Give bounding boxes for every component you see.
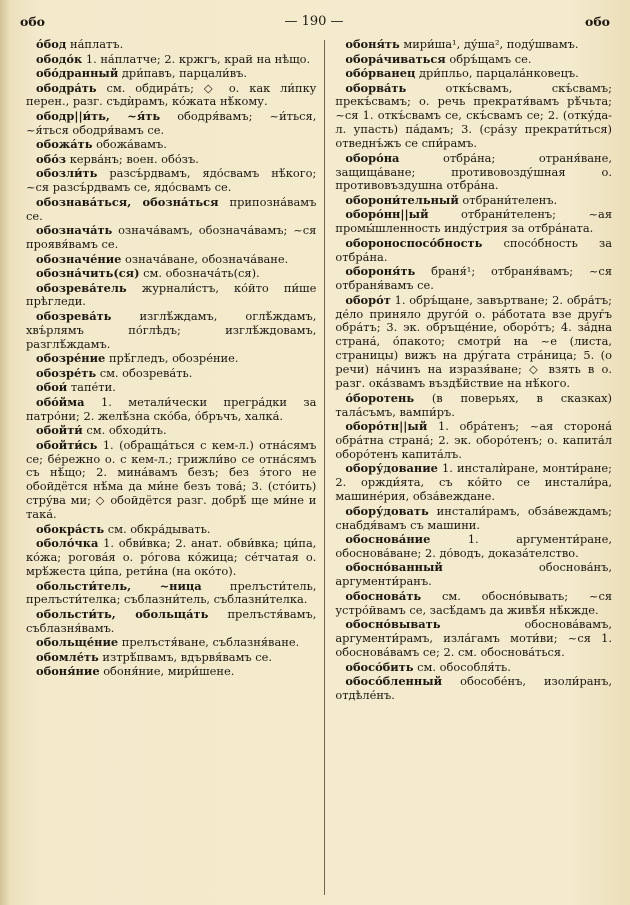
- entry-translation: (в поверьях, в сказках) тала́съмъ, вампи́ръ.: [335, 390, 612, 419]
- entry-translation: см. обособля́ть.: [417, 659, 511, 674]
- entry-headword: обозре́ние: [36, 351, 106, 366]
- dictionary-entry: [26, 282, 316, 310]
- dictionary-entry: [26, 310, 316, 352]
- entry-translation: прѣ́гледъ, обозре́ние.: [108, 351, 239, 366]
- dictionary-entry: [335, 294, 612, 391]
- entry-headword: обои́: [36, 380, 68, 395]
- entry-headword: обору́довать: [345, 503, 429, 518]
- entry-translation: 1. аргументи́ране, обоснова́ване; 2. до́водъ, доказа́телство.: [335, 532, 612, 560]
- entry-headword: обо́йма: [36, 394, 85, 409]
- entry-translation: 1. обра́тенъ; ~ая сторона́ обра́тна страна́; 2. эк. оборо́тенъ; о. капита́л оборо́тенъ капита́лъ.: [335, 419, 612, 461]
- entry-translation: разсъ́рдвамъ, ядо́свамъ нѣ́кого; ~ся разсъ́рдвамъ се, ядо́свамъ се.: [26, 166, 317, 195]
- dictionary-entry: [26, 523, 316, 537]
- entry-translation: 1. обви́вка; 2. анат. обви́вка; ци́па, ко́жа; рогова́я о. ро́гова ко́жица; се́тчатая о. мрѣ́жеста ци́па, рети́на (на око́то).: [26, 536, 317, 578]
- entry-headword: обороня́ть: [345, 264, 416, 279]
- columns: [26, 38, 612, 895]
- dictionary-entry: [26, 267, 316, 281]
- entry-headword: обожа́ть: [36, 137, 93, 152]
- dictionary-entry: [26, 38, 316, 52]
- entry-headword: оболо́чка: [36, 536, 99, 551]
- entry-translation: на́платъ.: [70, 38, 124, 51]
- entry-headword: оборони́тельный: [345, 192, 459, 207]
- entry-translation: керва́нъ; воен. обо́зъ.: [69, 151, 199, 166]
- entry-translation: см. обдира́ть; ◇ о. как ли́пку перен., разг. съдѝрамъ, ко́жата нѣ́кому.: [26, 80, 317, 109]
- dictionary-entry: [26, 82, 316, 110]
- entry-translation: 1. инсталѝране, монти́ране; 2. оржди́ята, съ ко́йто се инстали́ра, машине́рия, обза́веждане.: [335, 461, 612, 504]
- dictionary-entry: [335, 533, 612, 561]
- dictionary-entry: [335, 392, 612, 420]
- dictionary-entry: [26, 352, 316, 366]
- entry-headword: обосно́ванный: [345, 560, 443, 575]
- entry-headword: обозли́ть: [36, 166, 98, 181]
- dictionary-entry: [335, 53, 612, 67]
- entry-translation: инстали́рамъ, обза́веждамъ; снабдя́вамъ съ машини.: [335, 503, 612, 532]
- entry-translation: спосо́бность за отбра́на.: [335, 235, 612, 264]
- page-spine-shadow: [0, 0, 10, 905]
- dictionary-entry: [335, 675, 612, 703]
- entry-translation: означа́ване, обознача́ване.: [125, 251, 289, 266]
- entry-translation: 1. метали́чески прегра́дки за патро́ни; 2. желѣ́зна ско́ба, о́бръчъ, халка́.: [26, 394, 317, 423]
- entry-headword: обо́з: [36, 151, 67, 166]
- entry-translation: отбрани́теленъ; ~ая промы́шленность инду́стрия за отбра́ната.: [335, 207, 612, 236]
- entry-translation: см. обосно́вывать; ~ся устро́йвамъ се, засѣ́дамъ да живѣ́я нѣ́кжде.: [335, 588, 612, 617]
- dictionary-entry: [335, 208, 612, 236]
- entry-headword: обо́дранный: [36, 66, 119, 80]
- entry-headword: оборо́тн||ый: [345, 419, 428, 433]
- entry-translation: изтрѣ́пвамъ, вдървя́вамъ се.: [102, 649, 273, 664]
- entry-headword: обойти́сь: [36, 437, 98, 452]
- entry-translation: мири́ша¹, ду́ша², поду́швамъ.: [403, 38, 579, 51]
- entry-translation: ободря́вамъ; ~и́ться, ~я́ться ободря́вамъ се.: [26, 108, 317, 137]
- entry-translation: 1. (обраща́ться с кем-л.) отна́сямъ се; бе́режно о. с кем-л.; грижли́во се отна́сямъ съ нѣ́що; 2. мина́вамъ безъ; без э́того не обойдётся нѣ́ма да ми́не безъ това́; 3. (сто́ить) стру́ва ми; ◇ обойдётся разг. добрѣ́ ще ми́не и така́.: [26, 437, 317, 522]
- entry-headword: ободра́ть: [36, 80, 97, 95]
- dictionary-entry: [335, 82, 612, 152]
- entry-headword: обосо́бленный: [345, 674, 443, 689]
- entry-translation: см. обозрева́ть.: [99, 365, 193, 380]
- dictionary-entry: [335, 194, 612, 208]
- entry-headword: обору́дование: [345, 461, 438, 476]
- entry-headword: обосно́вывать: [345, 617, 441, 632]
- dictionary-entry: [26, 167, 316, 195]
- dictionary-entry: [335, 618, 612, 660]
- entry-headword: обойти́: [36, 423, 83, 438]
- entry-headword: обозна́чить(ся): [36, 266, 140, 281]
- entry-translation: дри́пльо, парцала́нковецъ.: [419, 66, 579, 80]
- entry-headword: обоснова́ть: [345, 588, 422, 603]
- dictionary-entry: [335, 561, 612, 589]
- page-header: [14, 12, 614, 34]
- entry-headword: оборо́нн||ый: [345, 207, 429, 222]
- dictionary-entry: [335, 265, 612, 293]
- dictionary-entry: [26, 367, 316, 381]
- entry-headword: обосо́бить: [345, 659, 414, 674]
- entry-headword: обомле́ть: [36, 649, 99, 664]
- entry-headword: обознача́ть: [36, 223, 113, 238]
- entry-headword: обоснова́ние: [345, 532, 431, 547]
- entry-headword: оборо́т: [345, 292, 391, 307]
- entry-translation: см. обознача́ть(ся).: [143, 266, 260, 281]
- entry-translation: обожа́вамъ.: [96, 137, 167, 152]
- entry-headword: обозрева́ть: [36, 308, 112, 323]
- entry-headword: обознава́ться, обозна́ться: [36, 194, 219, 209]
- dictionary-entry: [26, 665, 316, 679]
- entry-headword: ободо́к: [36, 51, 83, 66]
- header-right-guideword: обо: [584, 14, 610, 29]
- entry-headword: обозначе́ние: [36, 251, 122, 266]
- entry-translation: прелъстя́вамъ, съблазня́вамъ.: [26, 606, 317, 635]
- dictionary-entry: [335, 38, 612, 52]
- dictionary-entry: [26, 608, 316, 636]
- dictionary-entry: [335, 462, 612, 504]
- dictionary-entry: [335, 237, 612, 265]
- entry-headword: обозре́ть: [36, 365, 97, 380]
- dictionary-entry: [335, 661, 612, 675]
- entry-headword: обо́рванец: [345, 66, 416, 80]
- entry-translation: откъ́свамъ, скъ́свамъ; прекъ́свамъ; о. речь прекратя́вамъ рѣ́чьта; ~ся 1. откъ́свамъ се, скъ́свамъ се; 2. (отку́да-л. упасть) па́дамъ; 3. (сра́зу прекрати́ться) отведнъ́жъ се спи́рамъ.: [335, 80, 612, 151]
- entry-translation: дри́павъ, парцали́въ.: [121, 66, 247, 80]
- dictionary-entry: [26, 196, 316, 224]
- entry-headword: о́бод: [36, 38, 67, 51]
- header-left-guideword: обо: [20, 14, 46, 29]
- entry-translation: припозна́вамъ се.: [26, 194, 317, 223]
- dictionary-entry: [26, 138, 316, 152]
- entry-headword: обокра́сть: [36, 521, 105, 536]
- entry-headword: оборва́ть: [345, 80, 407, 95]
- entry-translation: означа́вамъ, обознача́вамъ; ~ся проявя́вамъ се.: [26, 223, 317, 252]
- page-number: — 190 —: [284, 14, 344, 29]
- entry-headword: оборо́на: [345, 150, 400, 165]
- entry-headword: обольсти́ть, обольща́ть: [36, 606, 209, 621]
- dictionary-entry: [26, 381, 316, 395]
- dictionary-entry: [335, 152, 612, 194]
- entry-headword: о́боротень: [345, 390, 415, 405]
- entry-translation: отбрани́теленъ.: [462, 192, 558, 207]
- dictionary-entry: [26, 110, 316, 138]
- dictionary-entry: [26, 651, 316, 665]
- entry-translation: прелъсти́тель, прелъсти́телка; съблазни́тель, съблазни́телка.: [26, 578, 317, 607]
- dictionary-entry: [335, 505, 612, 533]
- entry-translation: обръ́щамъ се.: [449, 51, 532, 66]
- entry-translation: браня́¹; отбраня́вамъ; ~ся отбраня́вамъ се.: [335, 264, 612, 293]
- dictionary-entry: [26, 53, 316, 67]
- dictionary-entry: [26, 537, 316, 579]
- entry-translation: прелъстя́ване, съблазня́ване.: [121, 635, 300, 650]
- entry-headword: обоня́ть: [345, 38, 400, 51]
- entry-headword: ободр||и́ть, ~я́ть: [36, 108, 161, 123]
- dictionary-entry: [26, 253, 316, 267]
- dictionary-entry: [26, 224, 316, 252]
- entry-headword: обоня́ние: [36, 664, 100, 679]
- dictionary-entry: [26, 636, 316, 650]
- entry-headword: обольще́ние: [36, 635, 119, 650]
- entry-translation: обоня́ние, мири́шене.: [103, 664, 235, 679]
- entry-translation: 1. на́платче; 2. кржгъ, край на нѣщо.: [85, 51, 311, 66]
- entry-translation: обоснова́вамъ, аргументи́рамъ, изла́гамъ моти́ви; ~ся 1. обоснова́вамъ се; 2. см. обоснова́ться.: [335, 617, 612, 660]
- entry-translation: см. обкра́дывать.: [107, 521, 211, 536]
- dictionary-entry: [26, 424, 316, 438]
- entry-translation: изглѣ́ждамъ, оглѣ́ждамъ, хвъ́рлямъ по́глѣдъ; изглѣ́ждовамъ, разглѣ́ждамъ.: [26, 308, 317, 351]
- right-column: [325, 38, 612, 895]
- entry-translation: обоснова́нъ, аргументи́ранъ.: [335, 560, 612, 589]
- entry-translation: см. обходи́ть.: [86, 423, 167, 438]
- entry-translation: 1. обръ́щане, завъртване; 2. обра́тъ; де́ло приняло друго́й о. ра́ботата взе друѓъ обра́тъ; 3. эк. обръще́ние, оборо́тъ; 4. за́дна страна́, о́пакото; смотри́ на ~е (листа, страницы) вижъ на дру́гата стра́ница; 5. (о речи) на́чинъ на изразя́ване; ◇ взять в о. разг. ока́звамъ въздѣ́йствие на нѣ́кого.: [335, 292, 612, 391]
- entry-headword: обольсти́тель, ~ница: [36, 578, 202, 593]
- entry-headword: обороноспосо́бность: [345, 235, 483, 250]
- dictionary-entry: [26, 439, 316, 522]
- entry-headword: обозрева́тель: [36, 280, 127, 295]
- entry-headword: обора́чиваться: [345, 51, 446, 66]
- entry-translation: журнали́стъ, ко́йто пи́ше прѣгледи.: [26, 280, 317, 309]
- dictionary-entry: [335, 590, 612, 618]
- dictionary-entry: [26, 67, 316, 81]
- entry-translation: отбра́на; отраня́ване, защища́ване; противовозду́шная о. противовъздушна отбра́на.: [335, 150, 612, 193]
- entry-translation: обособе́нъ, изоли́ранъ, отдѣле́нъ.: [335, 674, 612, 702]
- entry-translation: тапе́ти.: [70, 380, 116, 395]
- dictionary-entry: [26, 580, 316, 608]
- dictionary-entry: [335, 67, 612, 81]
- dictionary-entry: [26, 153, 316, 167]
- left-column: [26, 38, 324, 895]
- dictionary-entry: [26, 396, 316, 424]
- dictionary-entry: [335, 420, 612, 462]
